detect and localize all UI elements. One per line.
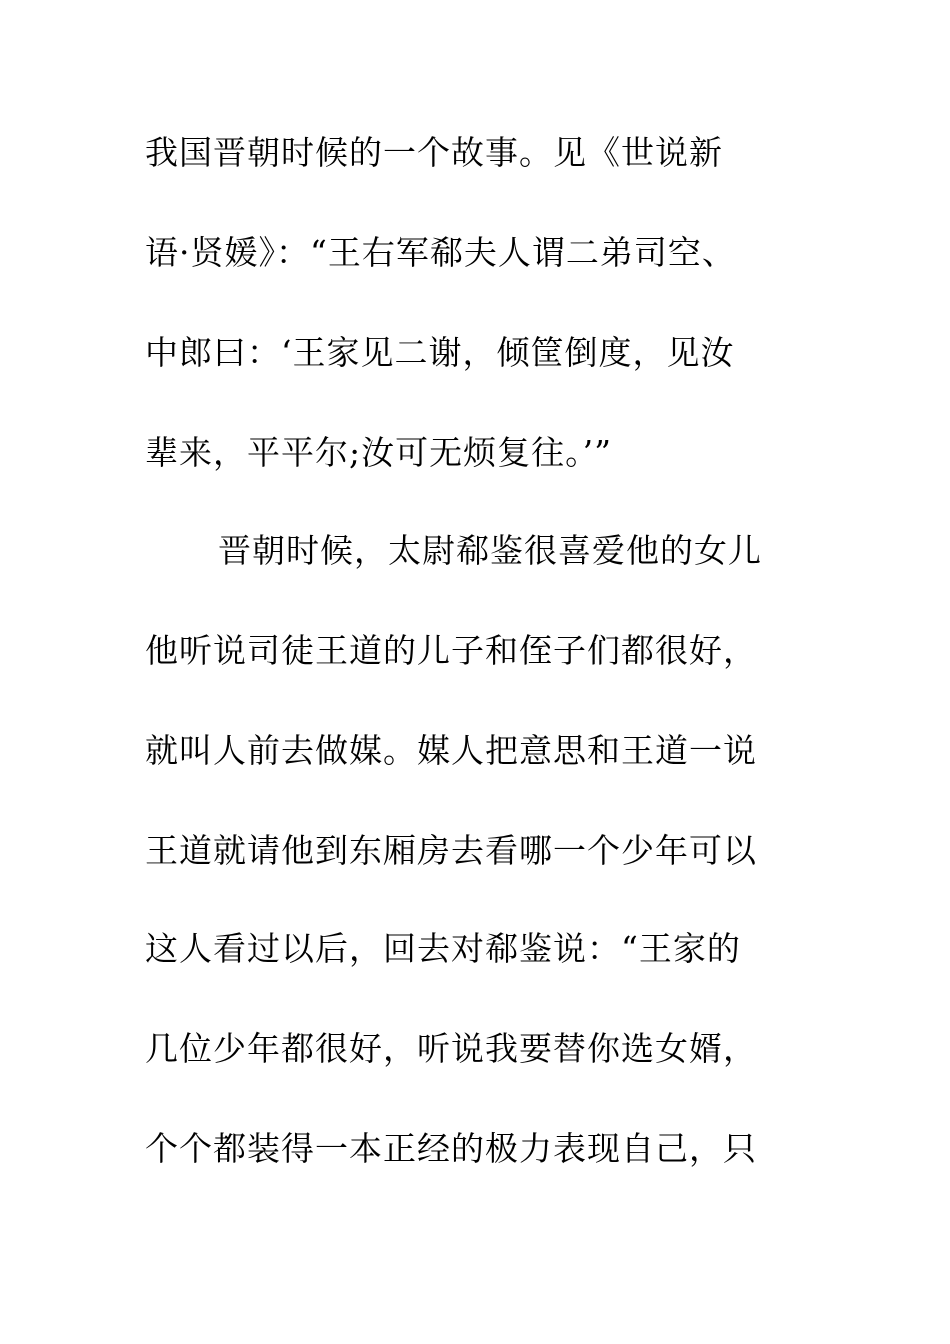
text-line: 个个都装得一本正经的极力表现自己，只 [145,1129,757,1168]
text-line: 就叫人前去做媒。媒人把意思和王道一说 [145,731,757,770]
text-line: 这人看过以后，回去对郗鉴说：“王家的 [145,929,741,968]
text-line: 语·贤媛》：“王右军郗夫人谓二弟司空、 [145,233,736,272]
text-line: 几位少年都很好，听说我要替你选女婿， [145,1029,757,1068]
text-line: 中郎曰：‘王家见二谢，倾筐倒度，见汝 [145,333,735,372]
text-line: 辈来，平平尔;汝可无烦复往。’” [145,433,612,472]
text-line: 我国晋朝时候的一个故事。见《世说新 [145,133,723,172]
text-line: 他听说司徒王道的儿子和侄子们都很好， [145,631,757,670]
paragraph-first-line: 晋朝时候，太尉郗鉴很喜爱他的女儿 [218,531,762,570]
text-line: 王道就请他到东厢房去看哪一个少年可以 [145,831,757,870]
